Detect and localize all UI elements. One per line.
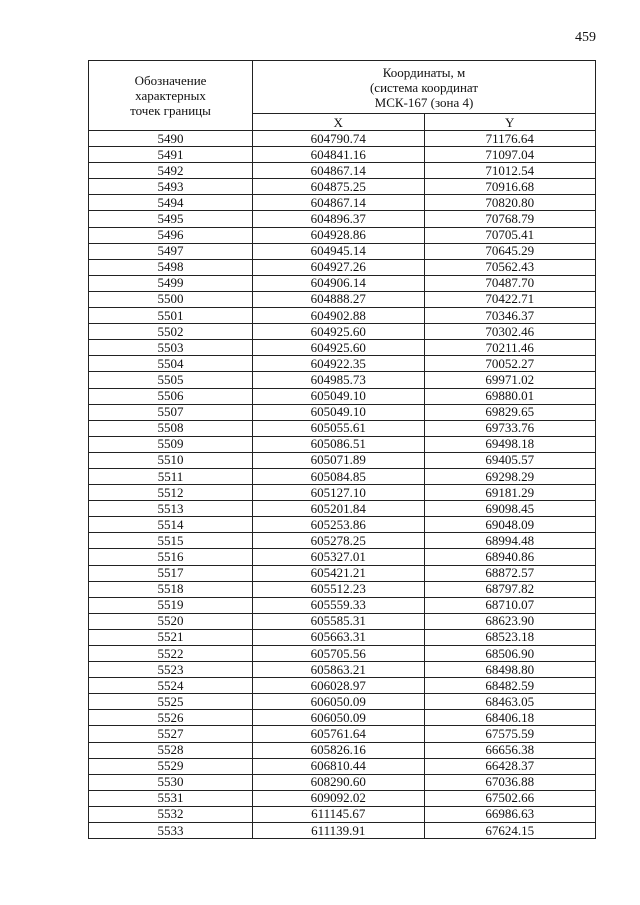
point-id-cell: 5508 [89,420,253,436]
point-id-cell: 5497 [89,243,253,259]
point-id-cell: 5514 [89,517,253,533]
y-coordinate-cell: 68797.82 [424,581,596,597]
x-coordinate-cell: 605512.23 [253,581,425,597]
x-coordinate-cell: 605761.64 [253,726,425,742]
x-coordinate-cell: 605421.21 [253,565,425,581]
y-coordinate-cell: 67502.66 [424,790,596,806]
x-coordinate-cell: 605049.10 [253,404,425,420]
x-coordinate-cell: 606028.97 [253,678,425,694]
point-id-cell: 5501 [89,308,253,324]
y-coordinate-cell: 69971.02 [424,372,596,388]
point-id-cell: 5518 [89,581,253,597]
y-coordinate-cell: 70487.70 [424,275,596,291]
x-coordinate-cell: 605049.10 [253,388,425,404]
table-body [89,131,596,839]
x-coordinate-cell: 604888.27 [253,291,425,307]
table-row [89,823,596,839]
page-number: 459 [575,30,596,45]
table-row [89,324,596,340]
point-id-cell: 5517 [89,565,253,581]
table-row [89,726,596,742]
point-id-cell: 5495 [89,211,253,227]
x-coordinate-cell: 605278.25 [253,533,425,549]
table-row [89,275,596,291]
x-coordinate-cell: 604867.14 [253,195,425,211]
point-id-cell: 5492 [89,163,253,179]
table-row [89,694,596,710]
x-coordinate-cell: 605327.01 [253,549,425,565]
point-id-cell: 5513 [89,501,253,517]
y-coordinate-cell: 70768.79 [424,211,596,227]
point-id-cell: 5529 [89,758,253,774]
y-coordinate-cell: 70346.37 [424,308,596,324]
x-coordinate-cell: 606050.09 [253,694,425,710]
x-coordinate-cell: 611145.67 [253,806,425,822]
point-id-cell: 5499 [89,275,253,291]
x-coordinate-cell: 604906.14 [253,275,425,291]
y-coordinate-cell: 68940.86 [424,549,596,565]
y-coordinate-cell: 70211.46 [424,340,596,356]
table-row [89,549,596,565]
point-id-cell: 5500 [89,291,253,307]
y-coordinate-cell: 70705.41 [424,227,596,243]
x-coordinate-cell: 604928.86 [253,227,425,243]
y-coordinate-cell: 70820.80 [424,195,596,211]
x-coordinate-cell: 605705.56 [253,646,425,662]
x-coordinate-cell: 604896.37 [253,211,425,227]
y-coordinate-cell: 67036.88 [424,774,596,790]
y-coordinate-cell: 68710.07 [424,597,596,613]
coordinates-table [88,60,596,839]
x-coordinate-cell: 605585.31 [253,613,425,629]
y-coordinate-cell: 69181.29 [424,485,596,501]
x-coordinate-cell: 606050.09 [253,710,425,726]
point-id-cell: 5509 [89,436,253,452]
table-row [89,243,596,259]
point-id-cell: 5528 [89,742,253,758]
point-id-cell: 5532 [89,806,253,822]
point-id-cell: 5490 [89,131,253,147]
table-row [89,742,596,758]
point-id-cell: 5520 [89,613,253,629]
point-id-cell: 5519 [89,597,253,613]
y-coordinate-cell: 69048.09 [424,517,596,533]
header-coords-line-2: (система координат [369,79,479,95]
table-row [89,372,596,388]
y-coordinate-cell: 69298.29 [424,468,596,484]
table-row [89,356,596,372]
point-id-cell: 5506 [89,388,253,404]
table-row [89,227,596,243]
point-id-cell: 5515 [89,533,253,549]
x-coordinate-cell: 605071.89 [253,452,425,468]
table-row [89,468,596,484]
point-id-cell: 5507 [89,404,253,420]
y-coordinate-cell: 68482.59 [424,678,596,694]
point-id-cell: 5494 [89,195,253,211]
point-id-cell: 5511 [89,468,253,484]
table-row [89,662,596,678]
x-coordinate-cell: 604922.35 [253,356,425,372]
x-coordinate-cell: 605826.16 [253,742,425,758]
point-id-cell: 5521 [89,629,253,645]
x-coordinate-cell: 605084.85 [253,468,425,484]
table-row [89,565,596,581]
x-coordinate-cell: 605663.31 [253,629,425,645]
x-coordinate-cell: 604875.25 [253,179,425,195]
point-id-cell: 5510 [89,452,253,468]
x-coordinate-cell: 605127.10 [253,485,425,501]
y-coordinate-cell: 69829.65 [424,404,596,420]
y-coordinate-cell: 69733.76 [424,420,596,436]
y-coordinate-cell: 68994.48 [424,533,596,549]
table-row [89,147,596,163]
y-coordinate-cell: 67624.15 [424,823,596,839]
table-row [89,259,596,275]
point-id-cell: 5505 [89,372,253,388]
point-id-cell: 5516 [89,549,253,565]
table-row [89,790,596,806]
y-coordinate-cell: 68506.90 [424,646,596,662]
y-coordinate-cell: 69880.01 [424,388,596,404]
header-y: Y [424,114,596,131]
table-row [89,195,596,211]
x-coordinate-cell: 606810.44 [253,758,425,774]
point-id-cell: 5531 [89,790,253,806]
table-row [89,517,596,533]
point-id-cell: 5493 [89,179,253,195]
table-row [89,774,596,790]
x-coordinate-cell: 604927.26 [253,259,425,275]
table-row [89,758,596,774]
x-coordinate-cell: 604985.73 [253,372,425,388]
table-row [89,485,596,501]
x-coordinate-cell: 604925.60 [253,324,425,340]
table-row [89,420,596,436]
y-coordinate-cell: 70645.29 [424,243,596,259]
y-coordinate-cell: 70052.27 [424,356,596,372]
y-coordinate-cell: 68623.90 [424,613,596,629]
table-row [89,533,596,549]
table-row [89,646,596,662]
y-coordinate-cell: 66656.38 [424,742,596,758]
x-coordinate-cell: 605086.51 [253,436,425,452]
x-coordinate-cell: 605253.86 [253,517,425,533]
x-coordinate-cell: 604945.14 [253,243,425,259]
point-id-cell: 5522 [89,646,253,662]
header-x: X [253,114,425,131]
point-id-cell: 5496 [89,227,253,243]
x-coordinate-cell: 608290.60 [253,774,425,790]
y-coordinate-cell: 68498.80 [424,662,596,678]
table-row [89,597,596,613]
header-coords-line-3: МСК-167 (зона 4) [374,94,474,110]
table-row [89,501,596,517]
header-point-line-3: точек границы [130,103,211,118]
y-coordinate-cell: 68523.18 [424,629,596,645]
y-coordinate-cell: 71176.64 [424,131,596,147]
table-row [89,163,596,179]
x-coordinate-cell: 605559.33 [253,597,425,613]
table-row [89,581,596,597]
y-coordinate-cell: 70302.46 [424,324,596,340]
y-coordinate-cell: 71097.04 [424,147,596,163]
point-id-cell: 5526 [89,710,253,726]
table-row [89,404,596,420]
x-coordinate-cell: 605201.84 [253,501,425,517]
y-coordinate-cell: 70916.68 [424,179,596,195]
y-coordinate-cell: 69405.57 [424,452,596,468]
header-coordinates [253,61,596,114]
x-coordinate-cell: 604841.16 [253,147,425,163]
table-row [89,388,596,404]
point-id-cell: 5527 [89,726,253,742]
y-coordinate-cell: 70422.71 [424,291,596,307]
point-id-cell: 5504 [89,356,253,372]
y-coordinate-cell: 69098.45 [424,501,596,517]
x-coordinate-cell: 605863.21 [253,662,425,678]
y-coordinate-cell: 68406.18 [424,710,596,726]
table-row [89,211,596,227]
x-coordinate-cell: 604925.60 [253,340,425,356]
point-id-cell: 5503 [89,340,253,356]
table-row [89,710,596,726]
header-coords-line-1: Координаты, м [382,64,466,80]
y-coordinate-cell: 68463.05 [424,694,596,710]
table-row [89,340,596,356]
header-row-top [89,61,596,114]
header-point-line-1: Обозначение [134,73,207,88]
point-id-cell: 5530 [89,774,253,790]
point-id-cell: 5512 [89,485,253,501]
table-row [89,131,596,147]
y-coordinate-cell: 70562.43 [424,259,596,275]
y-coordinate-cell: 67575.59 [424,726,596,742]
table-row [89,436,596,452]
point-id-cell: 5525 [89,694,253,710]
point-id-cell: 5523 [89,662,253,678]
x-coordinate-cell: 604790.74 [253,131,425,147]
x-coordinate-cell: 611139.91 [253,823,425,839]
x-coordinate-cell: 605055.61 [253,420,425,436]
table-row [89,179,596,195]
table-row [89,629,596,645]
point-id-cell: 5533 [89,823,253,839]
table-header [89,61,596,131]
x-coordinate-cell: 609092.02 [253,790,425,806]
table-row [89,678,596,694]
table-row [89,806,596,822]
table-row [89,452,596,468]
y-coordinate-cell: 68872.57 [424,565,596,581]
point-id-cell: 5491 [89,147,253,163]
y-coordinate-cell: 69498.18 [424,436,596,452]
header-point-line-2: характерных [135,88,206,103]
point-id-cell: 5498 [89,259,253,275]
y-coordinate-cell: 66428.37 [424,758,596,774]
y-coordinate-cell: 66986.63 [424,806,596,822]
x-coordinate-cell: 604867.14 [253,163,425,179]
table-row [89,613,596,629]
table-row [89,291,596,307]
table-row [89,308,596,324]
header-point-designation [89,61,253,131]
point-id-cell: 5502 [89,324,253,340]
x-coordinate-cell: 604902.88 [253,308,425,324]
y-coordinate-cell: 71012.54 [424,163,596,179]
point-id-cell: 5524 [89,678,253,694]
